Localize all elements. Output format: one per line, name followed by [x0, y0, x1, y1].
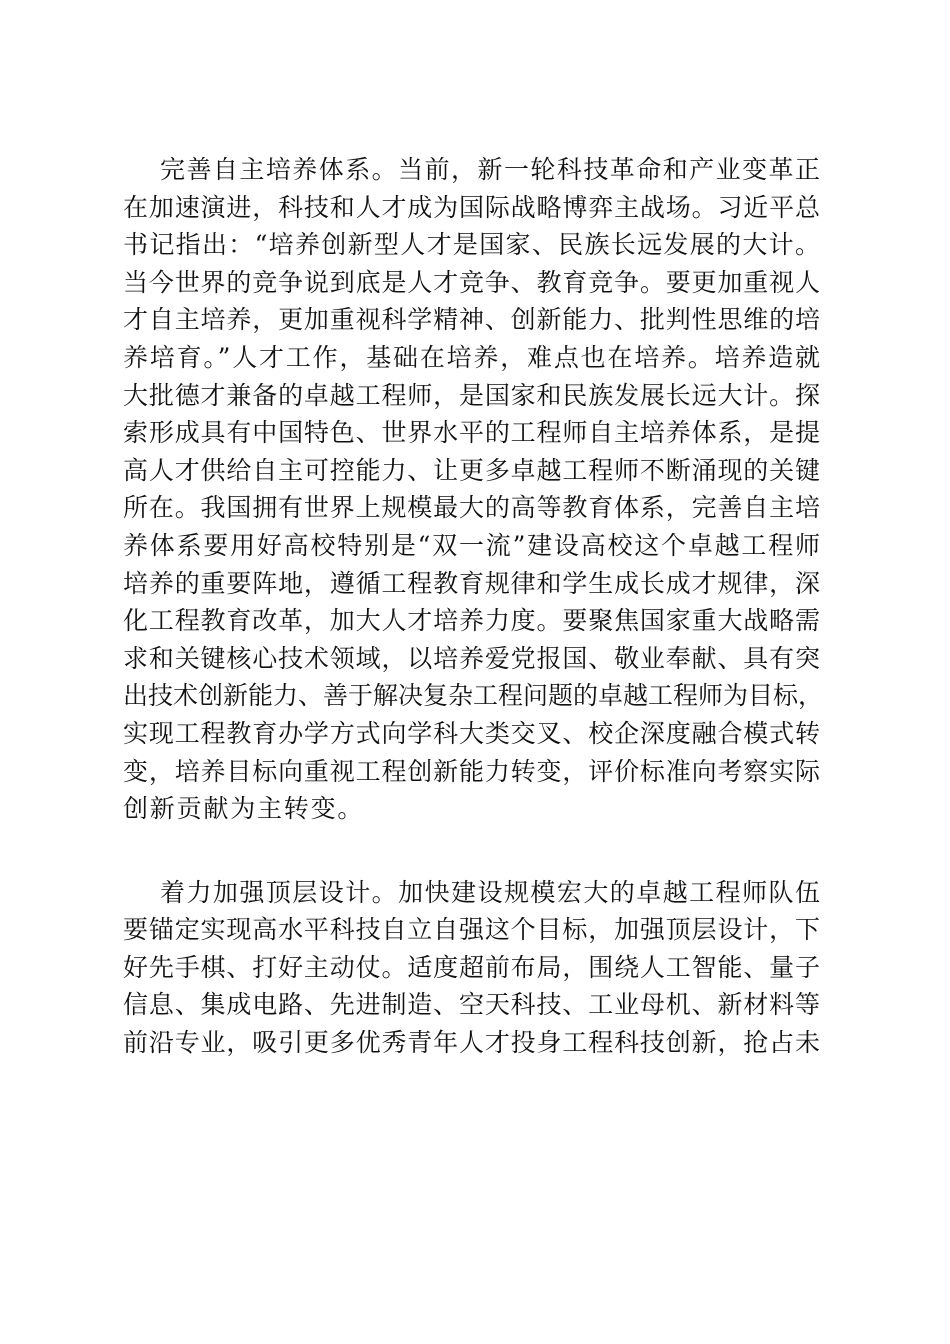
- text-line: 前沿专业，吸引更多优秀青年人才投身工程科技创新，抢占未: [123, 1028, 820, 1058]
- text-line: 养体系要用好高校特别是“双一流”建设高校这个卓越工程师: [123, 530, 820, 560]
- paragraph-self-training-system: [123, 151, 824, 828]
- text-line: 高人才供给自主可控能力、让更多卓越工程师不断涌现的关键: [123, 455, 820, 485]
- text-line: 要锚定实现高水平科技自立自强这个目标，加强顶层设计，下: [123, 915, 820, 945]
- text-line: 才自主培养，更加重视科学精神、创新能力、批判性思维的培: [123, 305, 820, 335]
- paragraph-top-level-design: [123, 874, 820, 1062]
- text-line: 创新贡献为主转变。: [123, 794, 365, 824]
- text-line: 求和关键核心技术领域，以培养爱党报国、敬业奉献、具有突: [123, 643, 820, 673]
- document-page: [123, 151, 824, 1062]
- text-line: 当今世界的竞争说到底是人才竞争、教育竞争。要更加重视人: [123, 267, 820, 297]
- text-line: 出技术创新能力、善于解决复杂工程问题的卓越工程师为目标，: [123, 681, 824, 711]
- text-line: 书记指出：“培养创新型人才是国家、民族长远发展的大计。: [123, 230, 820, 260]
- text-line: 信息、集成电路、先进制造、空天科技、工业母机、新材料等: [123, 990, 820, 1020]
- text-line: 实现工程教育办学方式向学科大类交叉、校企深度融合模式转: [123, 718, 820, 748]
- text-line: 养培育。”人才工作，基础在培养，难点也在培养。培养造就: [123, 342, 820, 372]
- text-line: 大批德才兼备的卓越工程师，是国家和民族发展长远大计。探: [123, 380, 820, 410]
- text-line: 变，培养目标向重视工程创新能力转变，评价标准向考察实际: [123, 756, 820, 786]
- text-line: 完善自主培养体系。当前，新一轮科技革命和产业变革正: [160, 155, 820, 184]
- text-line: 好先手棋、打好主动仗。适度超前布局，围绕人工智能、量子: [123, 952, 820, 982]
- text-line: 所在。我国拥有世界上规模最大的高等教育体系，完善自主培: [123, 493, 820, 523]
- text-line: 培养的重要阵地，遵循工程教育规律和学生成长成才规律，深: [123, 568, 820, 598]
- text-line: 着力加强顶层设计。加快建设规模宏大的卓越工程师队伍: [160, 877, 820, 907]
- text-line: 索形成具有中国特色、世界水平的工程师自主培养体系，是提: [123, 418, 820, 448]
- text-line: 化工程教育改革，加大人才培养力度。要聚焦国家重大战略需: [123, 606, 820, 636]
- text-line: 在加速演进，科技和人才成为国际战略博弈主战场。习近平总: [123, 192, 820, 222]
